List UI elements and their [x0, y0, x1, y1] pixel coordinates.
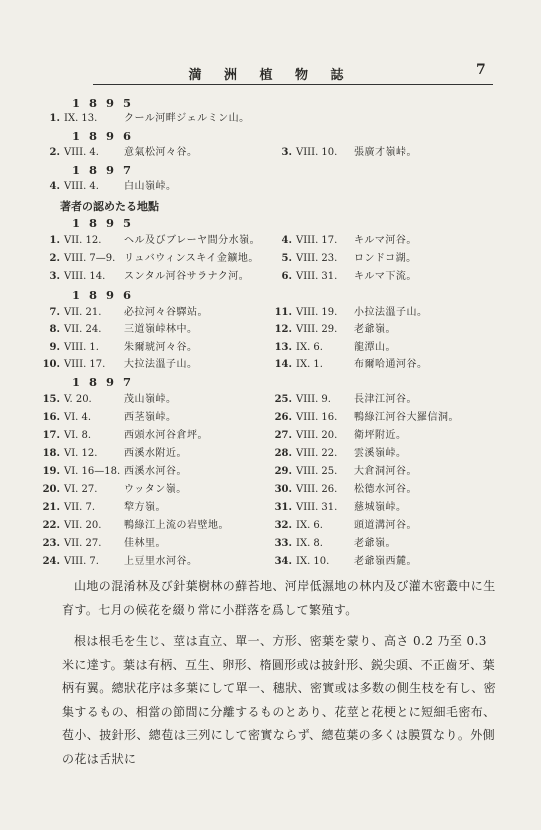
description-paragraph: 根は根毛を生じ、莖は直立、單一、方形、密葉を蒙り、高さ 0.2 乃至 0.3 米に達す。葉は有柄、互生、卵形、楕圓形或は披針形、鋭尖頭、不正齒牙、葉柄有翼。總狀花序は多葉にして單一、穗狀、密實或は多数の側生枝を有し、密集するもの、相當の節間に分離するものとあり、花莖と花梗とに短細毛密布、苞小、披針形、總苞は三列にして密實ならず、總苞葉の多くは膜質なり。外側の花は舌狀に [62, 634, 497, 766]
record-number: 14. [274, 359, 292, 370]
record-number: 24. [42, 556, 60, 567]
record-entry [272, 536, 396, 552]
record-entry [272, 428, 407, 444]
record-date: VII. 21. [64, 307, 102, 318]
record-entry [40, 179, 177, 195]
record-number: 8. [49, 324, 60, 335]
record-entry [40, 410, 177, 426]
record-number: 21. [42, 502, 60, 513]
record-number: 32. [274, 520, 292, 531]
record-date: VIII. 31. [296, 271, 338, 282]
body-text [62, 575, 502, 771]
record-date: VIII. 19. [296, 307, 338, 318]
record-date: V. 20. [64, 394, 92, 405]
record-place: 犂方嶺。 [124, 502, 166, 513]
record-place: 意氣松河々谷。 [124, 147, 198, 158]
record-number: 15. [42, 394, 60, 405]
record-date: VIII. 10. [296, 147, 338, 158]
record-number: 1. [49, 113, 60, 124]
record-place: 必拉河々谷驛站。 [124, 307, 208, 318]
record-date: VI. 12. [64, 448, 98, 459]
record-entry [40, 554, 198, 570]
record-place: ウッタン嶺。 [124, 484, 187, 495]
record-date: VIII. 4. [64, 147, 99, 158]
record-entry [272, 464, 417, 480]
year-heading: 1896 [72, 288, 141, 302]
record-date: VI. 8. [64, 430, 92, 441]
year-heading: 1896 [72, 129, 141, 143]
record-place: クール河畔ジェルミン山。 [124, 113, 250, 124]
record-entry [40, 340, 198, 356]
record-place: 大倉洞河谷。 [354, 466, 417, 477]
running-title: 満 洲 植 物 誌 [188, 68, 353, 83]
record-date: IX. 6. [296, 520, 323, 531]
record-number: 31. [274, 502, 292, 513]
record-entry [40, 322, 198, 338]
record-number: 27. [274, 430, 292, 441]
record-place: 布爾哈通河谷。 [354, 359, 428, 370]
record-entry [40, 357, 198, 373]
record-place: 老爺嶺。 [354, 324, 396, 335]
record-number: 11. [274, 307, 292, 318]
record-entry [40, 500, 166, 516]
record-date: VIII. 17. [64, 359, 106, 370]
record-number: 9. [49, 342, 60, 353]
record-entry [40, 536, 166, 552]
record-entry [40, 482, 187, 498]
record-entry [272, 410, 459, 426]
record-place: 朱爾琥河々谷。 [124, 342, 198, 353]
record-date: VI. 27. [64, 484, 98, 495]
record-place: 三道嶺峠林中。 [124, 324, 198, 335]
record-entry [40, 392, 177, 408]
record-date: VIII. 25. [296, 466, 338, 477]
record-number: 6. [281, 271, 292, 282]
record-entry [272, 500, 407, 516]
record-date: VII. 24. [64, 324, 102, 335]
record-entry [40, 305, 208, 321]
habitat-paragraph: 山地の混淆林及び針葉樹林の蘚苔地、河岸低濕地の林内及び灌木密叢中に生育す。七月の候花を綴り常に小群落を爲して繁殖す。 [62, 579, 496, 617]
record-number: 26. [274, 412, 292, 423]
record-date: IX. 13. [64, 113, 98, 124]
record-place: リュバウィンスキイ金鑛地。 [124, 253, 259, 264]
record-number: 13. [274, 342, 292, 353]
record-date: VIII. 16. [296, 412, 338, 423]
record-entry [40, 446, 187, 462]
record-place: 白山嶺峠。 [124, 181, 177, 192]
record-place: 張廣才嶺峠。 [354, 147, 417, 158]
record-date: VII. 27. [64, 538, 102, 549]
record-place: 衛坪附近。 [354, 430, 407, 441]
record-number: 16. [42, 412, 60, 423]
record-entry [272, 322, 396, 338]
record-place: 佳林里。 [124, 538, 166, 549]
record-place: 西溪水河谷。 [124, 466, 187, 477]
record-place: 慈城嶺峠。 [354, 502, 407, 513]
record-number: 3. [49, 271, 60, 282]
year-heading: 1897 [72, 375, 141, 389]
record-number: 22. [42, 520, 60, 531]
record-place: 西茎嶺峠。 [124, 412, 177, 423]
page-number: 7 [476, 62, 486, 78]
record-number: 18. [42, 448, 60, 459]
record-entry [272, 340, 396, 356]
record-entry [272, 392, 417, 408]
record-number: 4. [49, 181, 60, 192]
record-entry [40, 111, 250, 127]
record-entry [272, 233, 417, 249]
record-date: VI. 16—18. [64, 466, 121, 477]
record-date: VIII. 22. [296, 448, 338, 459]
record-place: スンタル河谷サラナク河。 [124, 271, 250, 282]
record-place: 西溪水附近。 [124, 448, 187, 459]
record-entry [40, 251, 259, 267]
record-date: VIII. 9. [296, 394, 331, 405]
record-entry [272, 251, 417, 267]
record-place: ヘル及びブレーヤ間分水嶺。 [124, 235, 261, 246]
record-entry [40, 428, 208, 444]
record-number: 4. [281, 235, 292, 246]
record-date: VIII. 17. [296, 235, 338, 246]
record-place: 鴨綠江河谷大羅信洞。 [354, 412, 459, 423]
record-number: 19. [42, 466, 60, 477]
record-number: 5. [281, 253, 292, 264]
record-place: 松德水河谷。 [354, 484, 417, 495]
record-place: 大拉法溫子山。 [124, 359, 198, 370]
record-place: 西頭水河谷倉坪。 [124, 430, 208, 441]
record-date: VIII. 7—9. [64, 253, 116, 264]
record-place: キルマ河谷。 [354, 235, 417, 246]
year-heading: 1895 [72, 96, 141, 110]
record-place: 雲溪嶺峠。 [354, 448, 407, 459]
record-place: キルマ下流。 [354, 271, 417, 282]
record-date: IX. 6. [296, 342, 323, 353]
record-date: VIII. 29. [296, 324, 338, 335]
record-date: IX. 1. [296, 359, 323, 370]
record-entry [272, 305, 428, 321]
record-place: ロンドコ湖。 [354, 253, 417, 264]
record-number: 2. [49, 253, 60, 264]
year-heading: 1897 [72, 163, 141, 177]
record-entry [272, 145, 417, 161]
record-entry [272, 446, 407, 462]
record-place: 老爺嶺。 [354, 538, 396, 549]
record-number: 7. [49, 307, 60, 318]
record-number: 23. [42, 538, 60, 549]
record-place: 龍潭山。 [354, 342, 396, 353]
record-date: VIII. 20. [296, 430, 338, 441]
record-date: VII. 12. [64, 235, 102, 246]
record-entry [40, 464, 187, 480]
record-number: 12. [274, 324, 292, 335]
record-number: 34. [274, 556, 292, 567]
record-entry [40, 269, 249, 285]
record-number: 33. [274, 538, 292, 549]
record-place: 頭道溝河谷。 [354, 520, 417, 531]
record-entry [272, 269, 417, 285]
year-heading: 1895 [72, 216, 141, 230]
record-number: 25. [274, 394, 292, 405]
record-entry [272, 554, 417, 570]
record-place: 上豆里水河谷。 [124, 556, 198, 567]
record-date: VIII. 23. [296, 253, 338, 264]
record-number: 3. [281, 147, 292, 158]
record-number: 1. [49, 235, 60, 246]
record-date: IX. 8. [296, 538, 323, 549]
record-place: 鴨綠江上流の岩壁地。 [124, 520, 229, 531]
record-entry [40, 233, 260, 249]
record-date: VIII. 14. [64, 271, 106, 282]
record-number: 2. [49, 147, 60, 158]
record-place: 長津江河谷。 [354, 394, 417, 405]
record-place: 茂山嶺峠。 [124, 394, 177, 405]
record-entry [40, 518, 229, 534]
record-entry [272, 482, 417, 498]
record-number: 17. [42, 430, 60, 441]
record-date: IX. 10. [296, 556, 330, 567]
record-date: VI. 4. [64, 412, 92, 423]
record-entry [272, 518, 417, 534]
record-number: 10. [42, 359, 60, 370]
record-date: VIII. 31. [296, 502, 338, 513]
record-place: 老爺嶺西麓。 [354, 556, 417, 567]
record-date: VIII. 1. [64, 342, 99, 353]
record-number: 28. [274, 448, 292, 459]
section-heading: 著者の認めたる地點 [60, 200, 159, 213]
record-date: VII. 7. [64, 502, 96, 513]
record-date: VII. 20. [64, 520, 102, 531]
record-date: VIII. 4. [64, 181, 99, 192]
record-date: VIII. 26. [296, 484, 338, 495]
header-rule [93, 84, 493, 85]
record-number: 29. [274, 466, 292, 477]
record-entry [40, 145, 198, 161]
record-place: 小拉法溫子山。 [354, 307, 428, 318]
record-date: VIII. 7. [64, 556, 99, 567]
record-number: 20. [42, 484, 60, 495]
record-entry [272, 357, 428, 373]
record-number: 30. [274, 484, 292, 495]
